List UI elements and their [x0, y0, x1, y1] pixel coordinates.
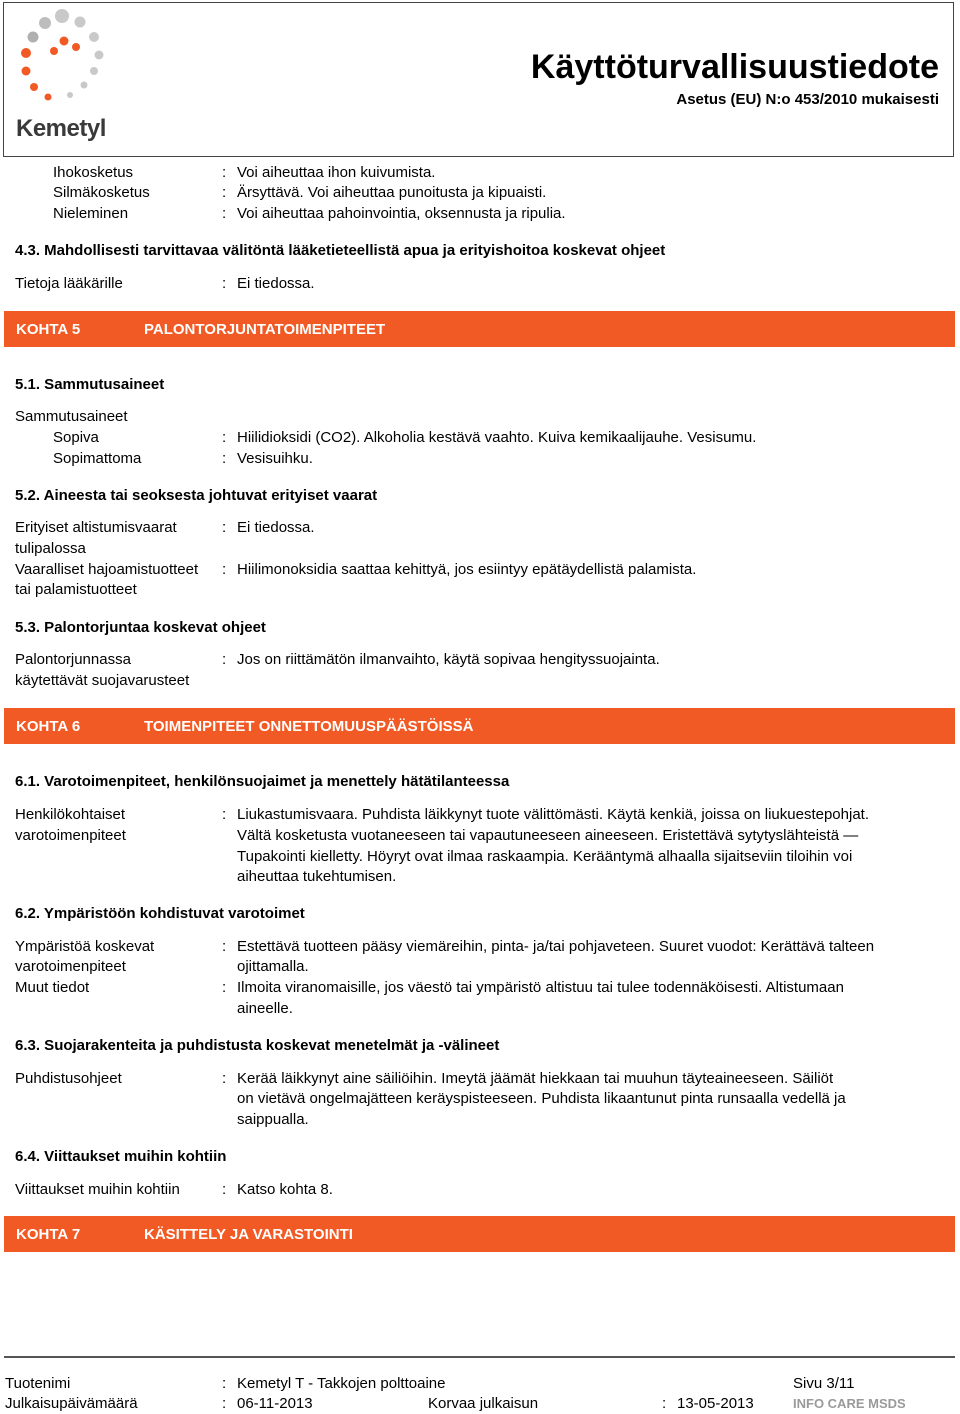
section-title: KÄSITTELY JA VARASTOINTI: [144, 1226, 353, 1243]
section-bar-6: [4, 708, 955, 744]
field-value-line: Ilmoita viranomaisille, jos väestö tai ympäristö altistuu tai tulee todennäköisesti. Altistumaan: [237, 979, 844, 996]
field-label: Muut tiedot: [15, 979, 90, 996]
section-title: PALONTORJUNTATOIMENPITEET: [144, 321, 386, 338]
document-header: [3, 2, 954, 157]
colon: :: [222, 1395, 227, 1412]
colon: :: [222, 1375, 227, 1392]
symptom-label: Ihokosketus: [53, 164, 134, 181]
field-value-line: Estettävä tuotteen pääsy viemäreihin, pinta- ja/tai pohjaveteen. Suuret vuodot: Kerättävä talteen: [237, 938, 875, 955]
kemetyl-logo-icon: [12, 7, 112, 113]
footer-product-label: Tuotenimi: [5, 1375, 71, 1392]
field-value-line: aiheuttaa tukehtumisen.: [237, 868, 397, 885]
section-number: KOHTA 6: [16, 718, 81, 735]
colon: :: [222, 519, 227, 536]
colon: :: [662, 1395, 667, 1412]
colon: :: [222, 806, 227, 823]
symptom-value: Voi aiheuttaa ihon kuivumista.: [237, 164, 436, 181]
colon: :: [222, 429, 227, 446]
field-value: Katso kohta 8.: [237, 1181, 333, 1198]
subsection-heading-6-1: 6.1. Varotoimenpiteet, henkilönsuojaimet ja menettely hätätilanteessa: [15, 773, 510, 790]
field-value-line: aineelle.: [237, 1000, 293, 1017]
field-label: Vaaralliset hajoamistuotteet: [15, 561, 199, 578]
field-value-line: Tupakointi kielletty. Höyryt ovat ilmaa raskaampia. Kerääntymä alhaalla sijaitseviin tiloihin voi: [237, 848, 853, 865]
field-label: tulipalossa: [15, 540, 86, 557]
footer-page-number: Sivu 3/11: [793, 1375, 855, 1392]
symptom-label: Nieleminen: [53, 205, 129, 222]
field-label: Sopimattoma: [53, 450, 142, 467]
document-title: Käyttöturvallisuustiedote: [530, 48, 939, 86]
footer-replaces-label: Korvaa julkaisun: [428, 1395, 539, 1412]
field-label: Puhdistusohjeet: [15, 1070, 122, 1087]
subsection-heading-5-1: 5.1. Sammutusaineet: [15, 376, 165, 393]
colon: :: [222, 1181, 227, 1198]
colon: :: [222, 1070, 227, 1087]
document-subtitle: Asetus (EU) N:o 453/2010 mukaisesti: [676, 91, 939, 108]
colon: :: [222, 450, 227, 467]
colon: :: [222, 164, 227, 181]
field-label: varotoimenpiteet: [15, 958, 126, 975]
field-value: Jos on riittämätön ilmanvaihto, käytä sopivaa hengityssuojainta.: [237, 651, 660, 668]
field-label: käytettävät suojavarusteet: [15, 672, 190, 689]
field-label: Ympäristöä koskevat: [15, 938, 155, 955]
field-value-line: Kerää läikkynyt aine säiliöihin. Imeytä jäämät hiekkaan tai muuhun täyteaineeseen. Säiliöt: [237, 1070, 834, 1087]
subsection-heading-6-4: 6.4. Viittaukset muihin kohtiin: [15, 1148, 227, 1165]
footer-brand: INFO CARE MSDS: [793, 1396, 906, 1411]
field-label: tai palamistuotteet: [15, 581, 137, 598]
section-bar-7: [4, 1216, 955, 1252]
field-value: Ei tiedossa.: [237, 275, 315, 292]
field-value-line: saippualla.: [237, 1111, 309, 1128]
section-number: KOHTA 5: [16, 321, 81, 338]
field-value: Vesisuihku.: [237, 450, 313, 467]
colon: :: [222, 651, 227, 668]
colon: :: [222, 561, 227, 578]
symptom-value: Voi aiheuttaa pahoinvointia, oksennusta ja ripulia.: [237, 205, 566, 222]
field-label: Sopiva: [53, 429, 99, 446]
colon: :: [222, 938, 227, 955]
section-number: KOHTA 7: [16, 1226, 81, 1243]
field-value: Hiilidioksidi (CO2). Alkoholia kestävä vaahto. Kuiva kemikaalijauhe. Vesisumu.: [237, 429, 757, 446]
field-label: Henkilökohtaiset: [15, 806, 126, 823]
colon: :: [222, 979, 227, 996]
colon: :: [222, 205, 227, 222]
subsection-heading-5-3: 5.3. Palontorjuntaa koskevat ohjeet: [15, 619, 266, 636]
field-label: Tietoja lääkärille: [15, 275, 123, 292]
footer-divider: [4, 1356, 955, 1358]
field-value-line: ojittamalla.: [237, 958, 309, 975]
symptom-label: Silmäkosketus: [53, 184, 150, 201]
section-bar-5: [4, 311, 955, 347]
subsection-heading-6-2: 6.2. Ympäristöön kohdistuvat varotoimet: [15, 905, 305, 922]
field-value-line: Vältä kosketusta vuotaneeseen tai vapautuneeseen aineeseen. Eristettävä sytytyslähteistä —: [237, 827, 859, 844]
field-value: Hiilimonoksidia saattaa kehittyä, jos esiintyy epätäydellistä palamista.: [237, 561, 697, 578]
field-label: varotoimenpiteet: [15, 827, 126, 844]
footer-date-label: Julkaisupäivämäärä: [5, 1395, 138, 1412]
field-value-line: on vietävä ongelmajätteen keräyspisteeseen. Puhdista likaantunut pinta runsaalla vedellä ja: [237, 1090, 846, 1107]
field-label: Erityiset altistumisvaarat: [15, 519, 177, 536]
footer-replaces-value: 13-05-2013: [677, 1395, 754, 1412]
group-label: Sammutusaineet: [15, 408, 128, 425]
field-label: Palontorjunnassa: [15, 651, 131, 668]
symptom-value: Ärsyttävä. Voi aiheuttaa punoitusta ja kipuaisti.: [237, 184, 547, 201]
field-value: Ei tiedossa.: [237, 519, 315, 536]
subsection-heading-5-2: 5.2. Aineesta tai seoksesta johtuvat erityiset vaarat: [15, 487, 378, 504]
field-label: Viittaukset muihin kohtiin: [15, 1181, 180, 1198]
colon: :: [222, 184, 227, 201]
logo-wordmark: Kemetyl: [16, 115, 106, 142]
subsection-heading-6-3: 6.3. Suojarakenteita ja puhdistusta koskevat menetelmät ja -välineet: [15, 1037, 500, 1054]
footer-date-value: 06-11-2013: [237, 1395, 313, 1412]
footer-product-value: Kemetyl T - Takkojen polttoaine: [237, 1375, 446, 1392]
subsection-heading-4-3: 4.3. Mahdollisesti tarvittavaa välitöntä lääketieteellistä apua ja erityishoitoa koskevat ohjeet: [15, 242, 666, 259]
section-title: TOIMENPITEET ONNETTOMUUSPÄÄSTÖISSÄ: [144, 718, 474, 735]
colon: :: [222, 275, 227, 292]
field-value-line: Liukastumisvaara. Puhdista läikkynyt tuote välittömästi. Käytä kenkiä, joissa on liukuestepohjat.: [237, 806, 869, 823]
